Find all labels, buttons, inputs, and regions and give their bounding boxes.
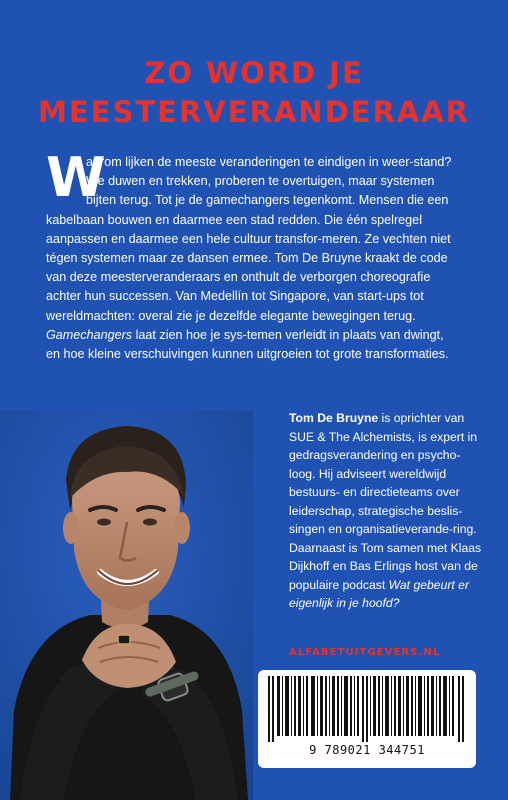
headline — [0, 56, 508, 130]
blurb-text — [46, 146, 456, 364]
author-bio-text: is oprichter van SUE & The Alchemists, is expert in gedragsverandering en psycho-loog. Hij adviseert wereldwijd bestuurs- en directieteams over leiderschap, strategische beslis-singen en organisatieverande-ring. Daarnaast is Tom samen met Klaas Dijkhoff en Bas Erlings host van de populaire podcast — [289, 411, 482, 592]
barcode-panel — [258, 670, 476, 768]
headline-line-2: MEESTERVERANDERAAR — [37, 95, 471, 130]
blurb-part-2: laat zien hoe je sys-temen verleidt in plaats van dwingt, en hoe kleine verschuivingen kunnen uitgroeien tot grote transformaties. — [46, 327, 449, 362]
publisher-url[interactable]: ALFABETUITGEVERS.NL — [289, 647, 441, 658]
podcast-title: Wat gebeurt er eigenlijk in je hoofd? — [289, 577, 470, 610]
author-photo — [0, 410, 253, 800]
drop-cap: W — [46, 146, 106, 209]
author-name: Tom De Bruyne — [289, 411, 379, 425]
headline-line-1: ZO WORD JE — [144, 56, 364, 91]
blurb-part-1: aarom lijken de meeste veranderingen te eindigen in weer-stand? We duwen en trekken, proberen te overtuigen, maar systemen bijten terug. Tot je de gamechangers tegenkomt. Mensen die een kabelbaan bouwen en daarmee een stad redden. Die één spelregel aanpassen en daarmee een hele cultuur transfor-meren. Ze vechten niet tégen systemen maar ze dansen ermee. Tom De Bruyne kraakt de code van deze meesterveranderaars en onthult de verborgen choreografie achter hun successen. Van Medellín tot Singapore, van start-ups tot wereldmachten: overal zie je dezelfde elegante bewegingen terug. — [46, 155, 452, 323]
author-bio — [289, 409, 484, 613]
book-title-italic: Gamechangers — [46, 327, 133, 342]
author-portrait-image — [0, 410, 253, 800]
barcode-icon — [268, 676, 466, 742]
isbn-number: 9 789021 344751 — [309, 743, 425, 757]
